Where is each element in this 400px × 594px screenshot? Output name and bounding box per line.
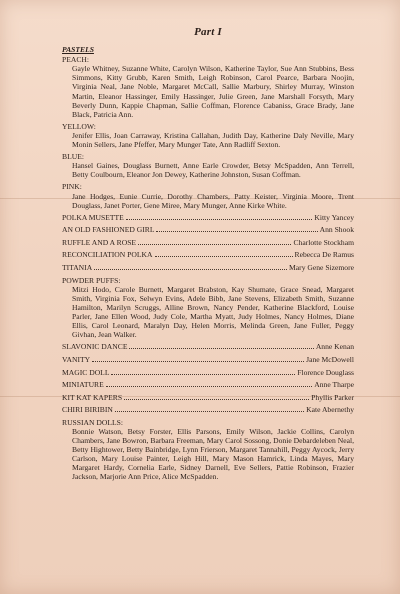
entry-name: Kitty Yancey bbox=[314, 212, 354, 222]
group-pink bbox=[62, 182, 354, 209]
entry-name: Florence Douglass bbox=[297, 367, 354, 377]
program-entry bbox=[62, 250, 354, 259]
group-label: BLUE: bbox=[62, 152, 84, 162]
dot-leader bbox=[138, 244, 291, 245]
program-entry bbox=[62, 238, 354, 247]
dot-leader bbox=[94, 269, 287, 270]
entry-name: Jane McDowell bbox=[306, 354, 354, 364]
group-names: Jenifer Ellis, Joan Carraway, Kristina Callahan, Judith Day, Katherine Daly Neville, Mary Monin Sellers, Jane Pfeffer, Mary Munger Tate, Ann Radliff Sexton. bbox=[72, 130, 354, 150]
program-entry bbox=[62, 405, 354, 414]
program-entry bbox=[62, 368, 354, 377]
group-label: YELLOW: bbox=[62, 121, 96, 131]
program-entry bbox=[62, 355, 354, 364]
entry-title: TITANIA bbox=[62, 263, 93, 273]
entry-title: RUFFLE AND A ROSE bbox=[62, 237, 137, 247]
dot-leader bbox=[92, 361, 304, 362]
group-blue bbox=[62, 152, 354, 179]
group-peach bbox=[62, 55, 354, 119]
entry-name: Mary Gene Sizemore bbox=[289, 263, 354, 273]
group-label: PINK: bbox=[62, 182, 82, 192]
program-entry bbox=[62, 393, 354, 402]
entry-name: Kate Abernethy bbox=[306, 405, 354, 415]
group-names: Mitzi Hodo, Carole Burnett, Margaret Brabston, Kay Shumate, Grace Snead, Margaret Smith, Virginia Fox, Selwyn Evins, Adele Bibb, Jane Stevens, Elizabeth Smith, Suzanne Hamilton, Marilyn Scruggs, Alline Brown, Nancy Pender, Katherine Blackford, Louise Parler, Jane Ellen Wood, Judy Cole, Martha Myatt, Judy Holmes, Nancy Holmes, Diane Ellis, Carol Leonard, Maralyn Day, Helen Morris, Melinda Green, Jane Fuller, Peggy Givhan, Jean Walker. bbox=[72, 284, 354, 340]
entry-name: Rebecca De Ramus bbox=[294, 250, 354, 260]
entry-name: Ann Shook bbox=[319, 225, 354, 235]
program-entry bbox=[62, 225, 354, 234]
entry-title: KIT KAT KAPERS bbox=[62, 392, 123, 402]
entry-name: Phyllis Parker bbox=[311, 392, 354, 402]
program-entry bbox=[62, 380, 354, 389]
group-label: PEACH: bbox=[62, 55, 90, 65]
group-names: Jane Hodges, Eunie Currie, Dorothy Chambers, Patty Keister, Virginia Moore, Trent Douglass, Janet Porter, Gene Miree, Mary Munger, Anne Kirke White. bbox=[72, 191, 354, 210]
page-title: Part I bbox=[194, 26, 222, 38]
dot-leader bbox=[106, 386, 313, 387]
dot-leader bbox=[115, 411, 304, 412]
entry-title: MINIATURE bbox=[62, 380, 104, 390]
dot-leader bbox=[129, 348, 313, 349]
dot-leader bbox=[111, 374, 295, 375]
dot-leader bbox=[124, 399, 309, 400]
dot-leader bbox=[155, 256, 293, 257]
dot-leader bbox=[156, 231, 317, 232]
entry-name: Anne Kenan bbox=[315, 342, 354, 352]
group-label: RUSSIAN DOLLS: bbox=[62, 417, 123, 427]
entry-title: MAGIC DOLL bbox=[62, 367, 110, 377]
entry-title: POLKA MUSETTE bbox=[62, 212, 124, 222]
program-entry bbox=[62, 342, 354, 351]
program-entry bbox=[62, 213, 354, 222]
group-russian-dolls bbox=[62, 418, 354, 482]
entry-title: VANITY bbox=[62, 354, 91, 364]
group-names: Hansel Gaines, Douglass Burnett, Anne Earle Crowder, Betsy McSpadden, Ann Terrell, Betty Coulbourn, Eleanor Jon Dewey, Katherine Johnston, Susan Coffman. bbox=[72, 161, 354, 180]
program-content bbox=[62, 28, 354, 485]
entries-list-b bbox=[62, 342, 354, 414]
group-names: Bonnie Watson, Betsy Forster, Ellis Parsons, Emily Wilson, Jackie Collins, Carolyn Chambers, Jane Bowron, Barbara Freeman, Mary Carol Sossong, Donie Debardeleben Neal, Betty Hightower, Betty Bainbridge, Lynn Frierson, Margaret Tannahill, Peggy Aycock, Jerry Carlson, Mary Louise Painter, Leigh Hill, Mary Mason Hamrick, Linda Mayes, Mary Margaret Hardy, Cornelia Earle, Sidney Darnell, Eve Sellers, Pattie Robinson, Frazier Jackson, Marjorie Ann Price, Alice McSpadden. bbox=[72, 426, 354, 482]
entry-title: SLAVONIC DANCE bbox=[62, 342, 128, 352]
entry-name: Charlotte Stockham bbox=[293, 237, 354, 247]
program-entry bbox=[62, 263, 354, 272]
group-label: POWDER PUFFS: bbox=[62, 275, 121, 285]
entry-name: Anne Tharpe bbox=[314, 380, 354, 390]
section-title: PASTELS bbox=[62, 45, 94, 55]
entry-title: RECONCILIATION POLKA bbox=[62, 250, 153, 260]
entries-list-a bbox=[62, 213, 354, 272]
group-yellow bbox=[62, 122, 354, 149]
dot-leader bbox=[126, 219, 313, 220]
group-names: Gayle Whitney, Suzanne White, Carolyn Wilson, Katherine Taylor, Sue Ann Stubbins, Bess Simmons, Kitty Grubb, Karen Smith, Leigh Robinson, Carol Pearce, Barbara Noojin, Virginia Neal, Jane Noble, Margaret McCall, Sallie Marbury, Shirley Murray, Winston Martin, Eleanor Hassinger, Emily Hassinger, Julie Green, Jane Marshall Forsyth, Mary Beverly Dunn, Kappie Chapman, Sallie Coffman, Florence Cabaniss, Grace Brady, Jane Black, Patricia Ann. bbox=[72, 64, 354, 119]
entry-title: CHIRI BIRIBIN bbox=[62, 405, 113, 415]
group-powder-puffs bbox=[62, 276, 354, 340]
entry-title: AN OLD FASHIONED GIRL bbox=[62, 225, 155, 235]
